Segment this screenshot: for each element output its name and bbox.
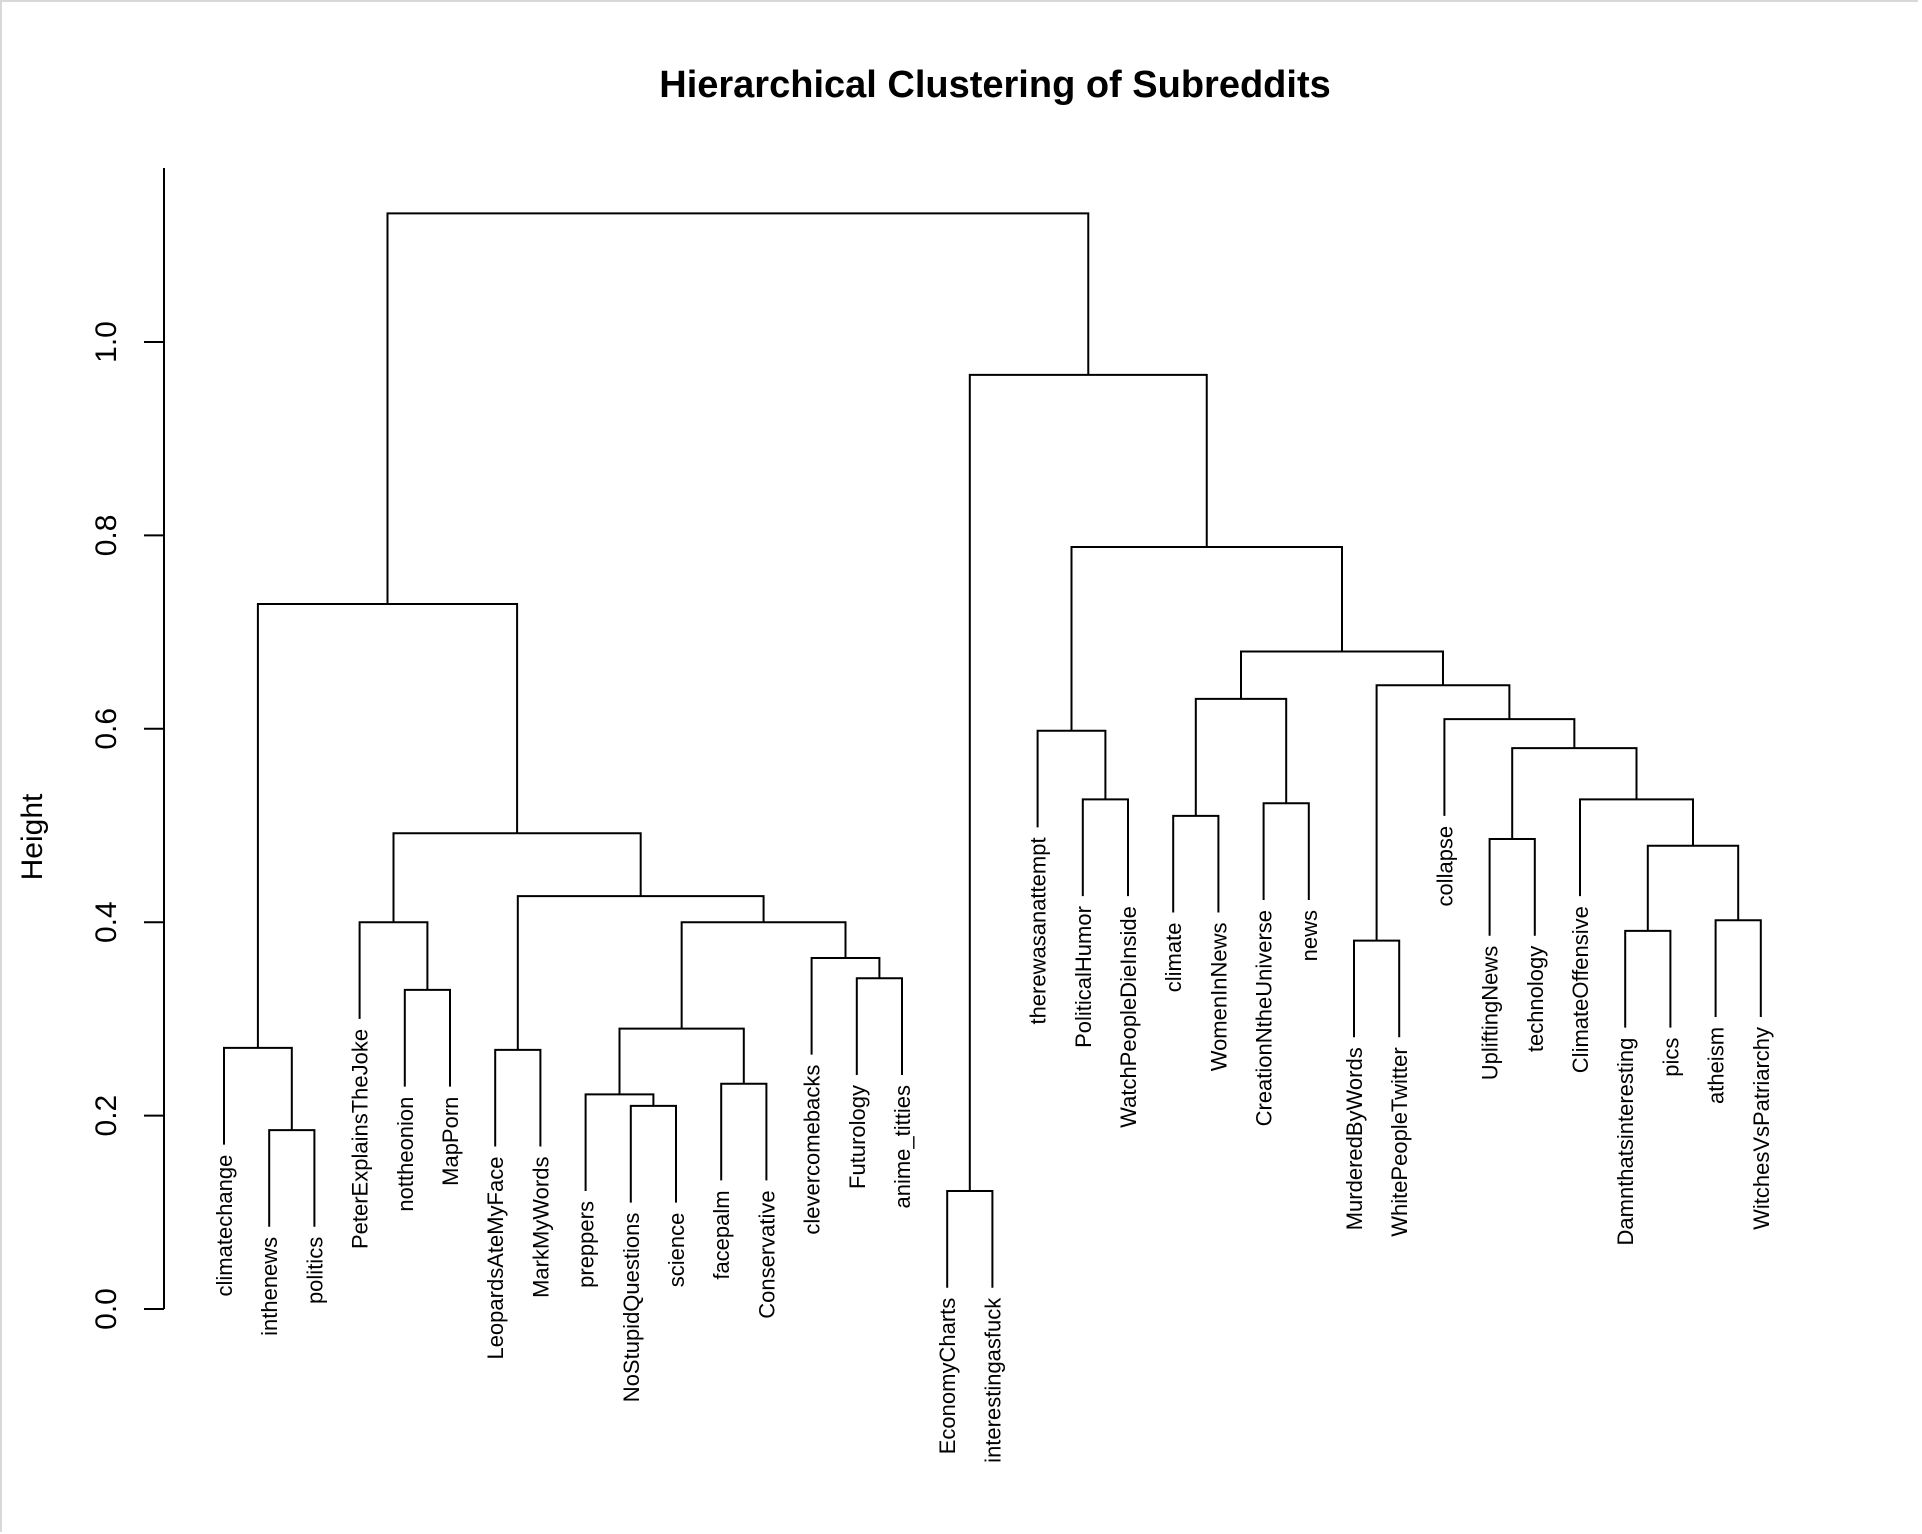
leaf-label: Futurology [844, 1084, 870, 1189]
leaf-label: MarkMyWords [528, 1156, 554, 1298]
dendrogram-link-23 [1625, 931, 1670, 1028]
y-tick-label: 0.4 [90, 901, 123, 944]
dendrogram-link-19 [1264, 803, 1309, 900]
leaf-label: WatchPeopleDieInside [1116, 906, 1141, 1128]
leaf-label: politics [302, 1236, 328, 1305]
dendrogram-link-0 [269, 1130, 314, 1227]
dendrogram-link-9 [857, 978, 902, 1075]
leaf-label: nottheonion [392, 1096, 418, 1212]
leaf-label: science [664, 1212, 689, 1288]
dendrogram-link-15 [947, 1191, 992, 1288]
dendrogram-link-7 [721, 1084, 766, 1181]
leaf-label: Conservative [754, 1190, 780, 1319]
leaf-label: LeopardsAteMyFace [483, 1156, 509, 1360]
dendrogram-link-28 [1444, 719, 1574, 816]
y-tick-label: 0.8 [90, 514, 123, 557]
dendrogram-link-22 [1490, 839, 1535, 936]
dendrogram-link-20 [1196, 699, 1286, 816]
dendrogram-link-10 [812, 958, 880, 1055]
dendrogram-link-5 [631, 1106, 676, 1203]
dendrogram-link-32 [970, 375, 1207, 1191]
leaf-label: ClimateOffensive [1568, 906, 1593, 1074]
dendrogram-link-31 [1072, 547, 1342, 731]
leaf-label: WomenInNews [1206, 922, 1232, 1072]
leaf-label: climate [1161, 922, 1187, 993]
leaf-label: PoliticalHumor [1070, 906, 1096, 1048]
dendrogram-link-26 [1580, 799, 1693, 896]
leaf-label: preppers [573, 1201, 599, 1288]
leaf-label: climatechange [212, 1154, 237, 1297]
dendrogram-link-17 [1038, 731, 1106, 828]
leaf-label: WhitePeopleTwitter [1387, 1047, 1413, 1237]
dendrogram-link-2 [405, 990, 450, 1087]
leaf-label: interestingasfuck [980, 1297, 1006, 1463]
y-tick-label: 0.2 [90, 1094, 123, 1137]
leaf-label: CreationNtheUniverse [1251, 909, 1277, 1127]
dendrogram-link-11 [682, 922, 846, 1028]
y-axis-label: Height [16, 793, 49, 881]
dendrogram-link-3 [360, 922, 428, 1019]
leaf-label: facepalm [709, 1190, 735, 1280]
leaf-label: inthenews [257, 1236, 283, 1336]
leaf-label: Damnthatsinteresting [1613, 1037, 1639, 1246]
leaf-label: atheism [1703, 1026, 1729, 1105]
leaf-label: WitchesVsPatriarchy [1748, 1026, 1774, 1230]
y-axis [90, 168, 164, 1330]
y-tick-label: 0.0 [90, 1288, 123, 1330]
leaf-label: MapPorn [438, 1096, 463, 1186]
dendrogram-link-6 [586, 1094, 654, 1191]
dendrogram-link-33 [387, 213, 1088, 604]
leaf-label: anime_titties [890, 1084, 915, 1209]
dendrogram-link-21 [1354, 941, 1399, 1038]
chart-title: Hierarchical Clustering of Subreddits [659, 64, 1331, 106]
leaf-labels [212, 826, 1774, 1463]
y-tick-label: 1.0 [90, 321, 123, 363]
dendrogram-link-27 [1512, 748, 1636, 839]
leaf-label: NoStupidQuestions [618, 1212, 644, 1403]
leaf-label: technology [1522, 945, 1548, 1053]
dendrogram-link-24 [1716, 920, 1761, 1017]
leaf-label: UpliftingNews [1477, 945, 1503, 1081]
dendrogram-link-14 [258, 604, 517, 1048]
leaf-label: clevercomebacks [799, 1064, 825, 1235]
leaf-label: MurderedByWords [1342, 1047, 1367, 1231]
dendrogram-link-16 [1083, 799, 1128, 896]
y-tick-label: 0.6 [90, 707, 123, 750]
dendrogram-chart [2, 2, 1920, 1534]
leaf-label: PeterExplainsTheJoke [347, 1028, 373, 1250]
leaf-label: collapse [1432, 825, 1458, 907]
leaf-label: EconomyCharts [935, 1297, 961, 1455]
dendrogram-link-25 [1648, 846, 1738, 931]
dendrogram-link-18 [1173, 816, 1218, 913]
dendrogram-link-30 [1241, 651, 1443, 698]
dendrogram-link-4 [495, 1050, 540, 1147]
dendrogram-link-12 [518, 896, 764, 1050]
leaf-label: therewasanattempt [1025, 837, 1051, 1025]
leaf-label: pics [1658, 1037, 1684, 1077]
leaf-label: news [1296, 909, 1322, 962]
